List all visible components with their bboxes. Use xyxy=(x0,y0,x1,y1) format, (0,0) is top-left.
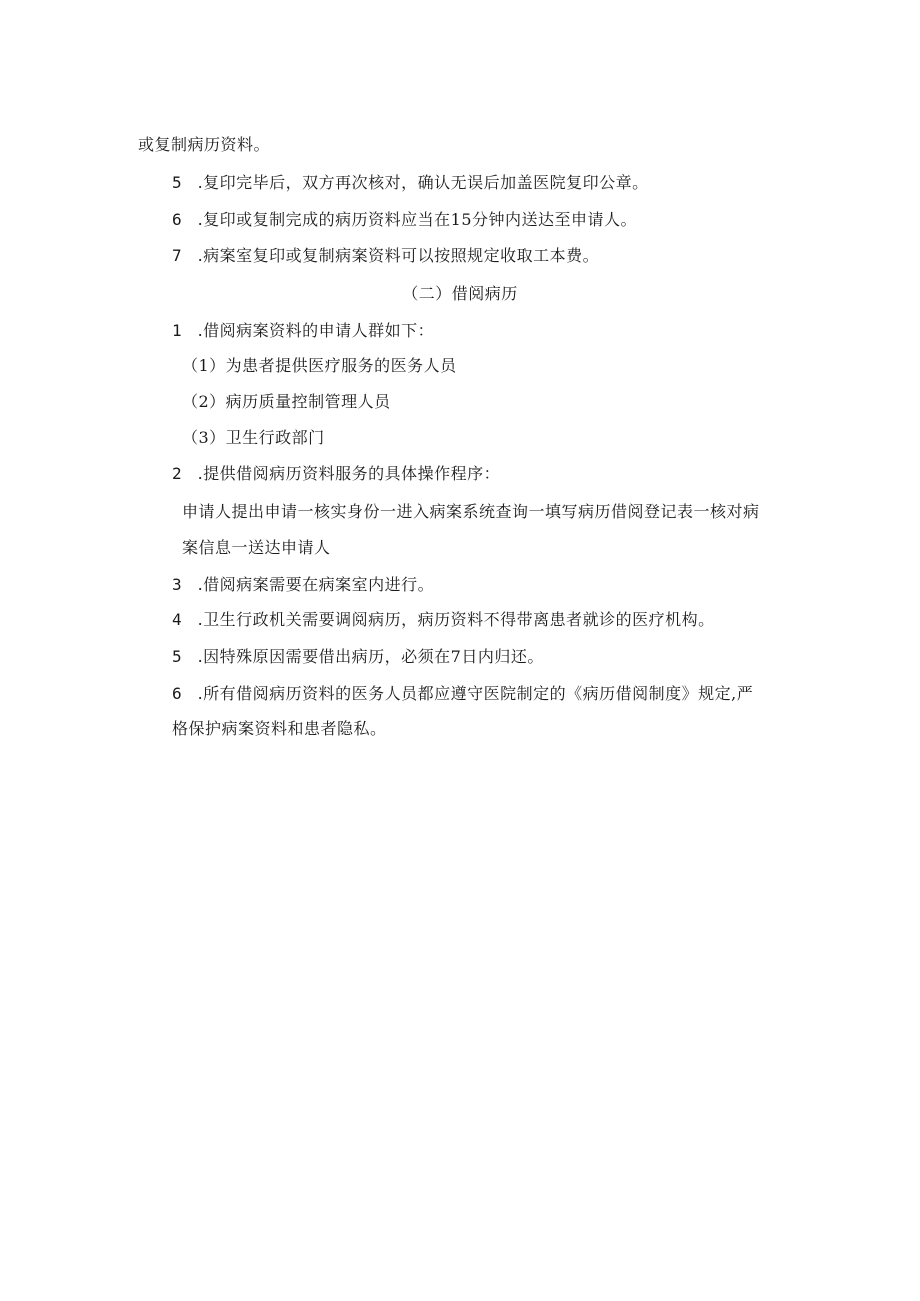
item-continuation: 格保护病案资料和患者隐私。 xyxy=(172,719,387,738)
item-number: 5 xyxy=(172,647,183,666)
item-number: 5 xyxy=(172,173,183,192)
section-heading: （二）借阅病历 xyxy=(402,284,518,303)
list-item xyxy=(172,463,500,485)
list-item xyxy=(172,683,753,705)
sub-list-item: （1）为患者提供医疗服务的医务人员 xyxy=(182,356,457,375)
sub-list-item: （3）卫生行政部门 xyxy=(182,428,325,447)
item-text: .提供借阅病历资料服务的具体操作程序： xyxy=(197,464,501,483)
list-item xyxy=(172,574,434,596)
list-item xyxy=(172,209,637,231)
list-item xyxy=(172,172,649,194)
item-number: 1 xyxy=(172,321,183,340)
item-text: .因特殊原因需要借出病历，必须在7日内归还。 xyxy=(197,647,544,666)
list-item xyxy=(172,646,544,668)
item-text: .卫生行政机关需要调阅病历，病历资料不得带离患者就诊的医疗机构。 xyxy=(197,610,715,629)
item-text: .复印完毕后，双方再次核对，确认无误后加盖医院复印公章。 xyxy=(197,173,649,192)
list-item xyxy=(172,609,715,631)
list-item xyxy=(172,245,599,267)
item-number: 4 xyxy=(172,610,183,629)
item-number: 6 xyxy=(172,210,183,229)
procedure-line: 申请人提出申请一核实身份一进入病案系统查询一填写病历借阅登记表一核对病 xyxy=(182,502,760,521)
list-item xyxy=(172,320,434,342)
item-text: .病案室复印或复制病案资料可以按照规定收取工本费。 xyxy=(197,246,600,265)
item-text: .借阅病案需要在病案室内进行。 xyxy=(197,575,435,594)
item-text: .借阅病案资料的申请人群如下： xyxy=(197,321,435,340)
procedure-line: 案信息一送达申请人 xyxy=(182,538,331,557)
item-number: 3 xyxy=(172,575,183,594)
continuation-line: 或复制病历资料。 xyxy=(138,135,271,154)
continuation-text xyxy=(138,134,270,156)
sub-list-item: （2）病历质量控制管理人员 xyxy=(182,392,391,411)
item-number: 7 xyxy=(172,246,183,265)
item-number: 2 xyxy=(172,464,183,483)
item-text: .复印或复制完成的病历资料应当在15分钟内送达至申请人。 xyxy=(197,210,638,229)
item-number: 6 xyxy=(172,684,183,703)
item-text: .所有借阅病历资料的医务人员都应遵守医院制定的《病历借阅制度》规定,严 xyxy=(197,684,754,703)
